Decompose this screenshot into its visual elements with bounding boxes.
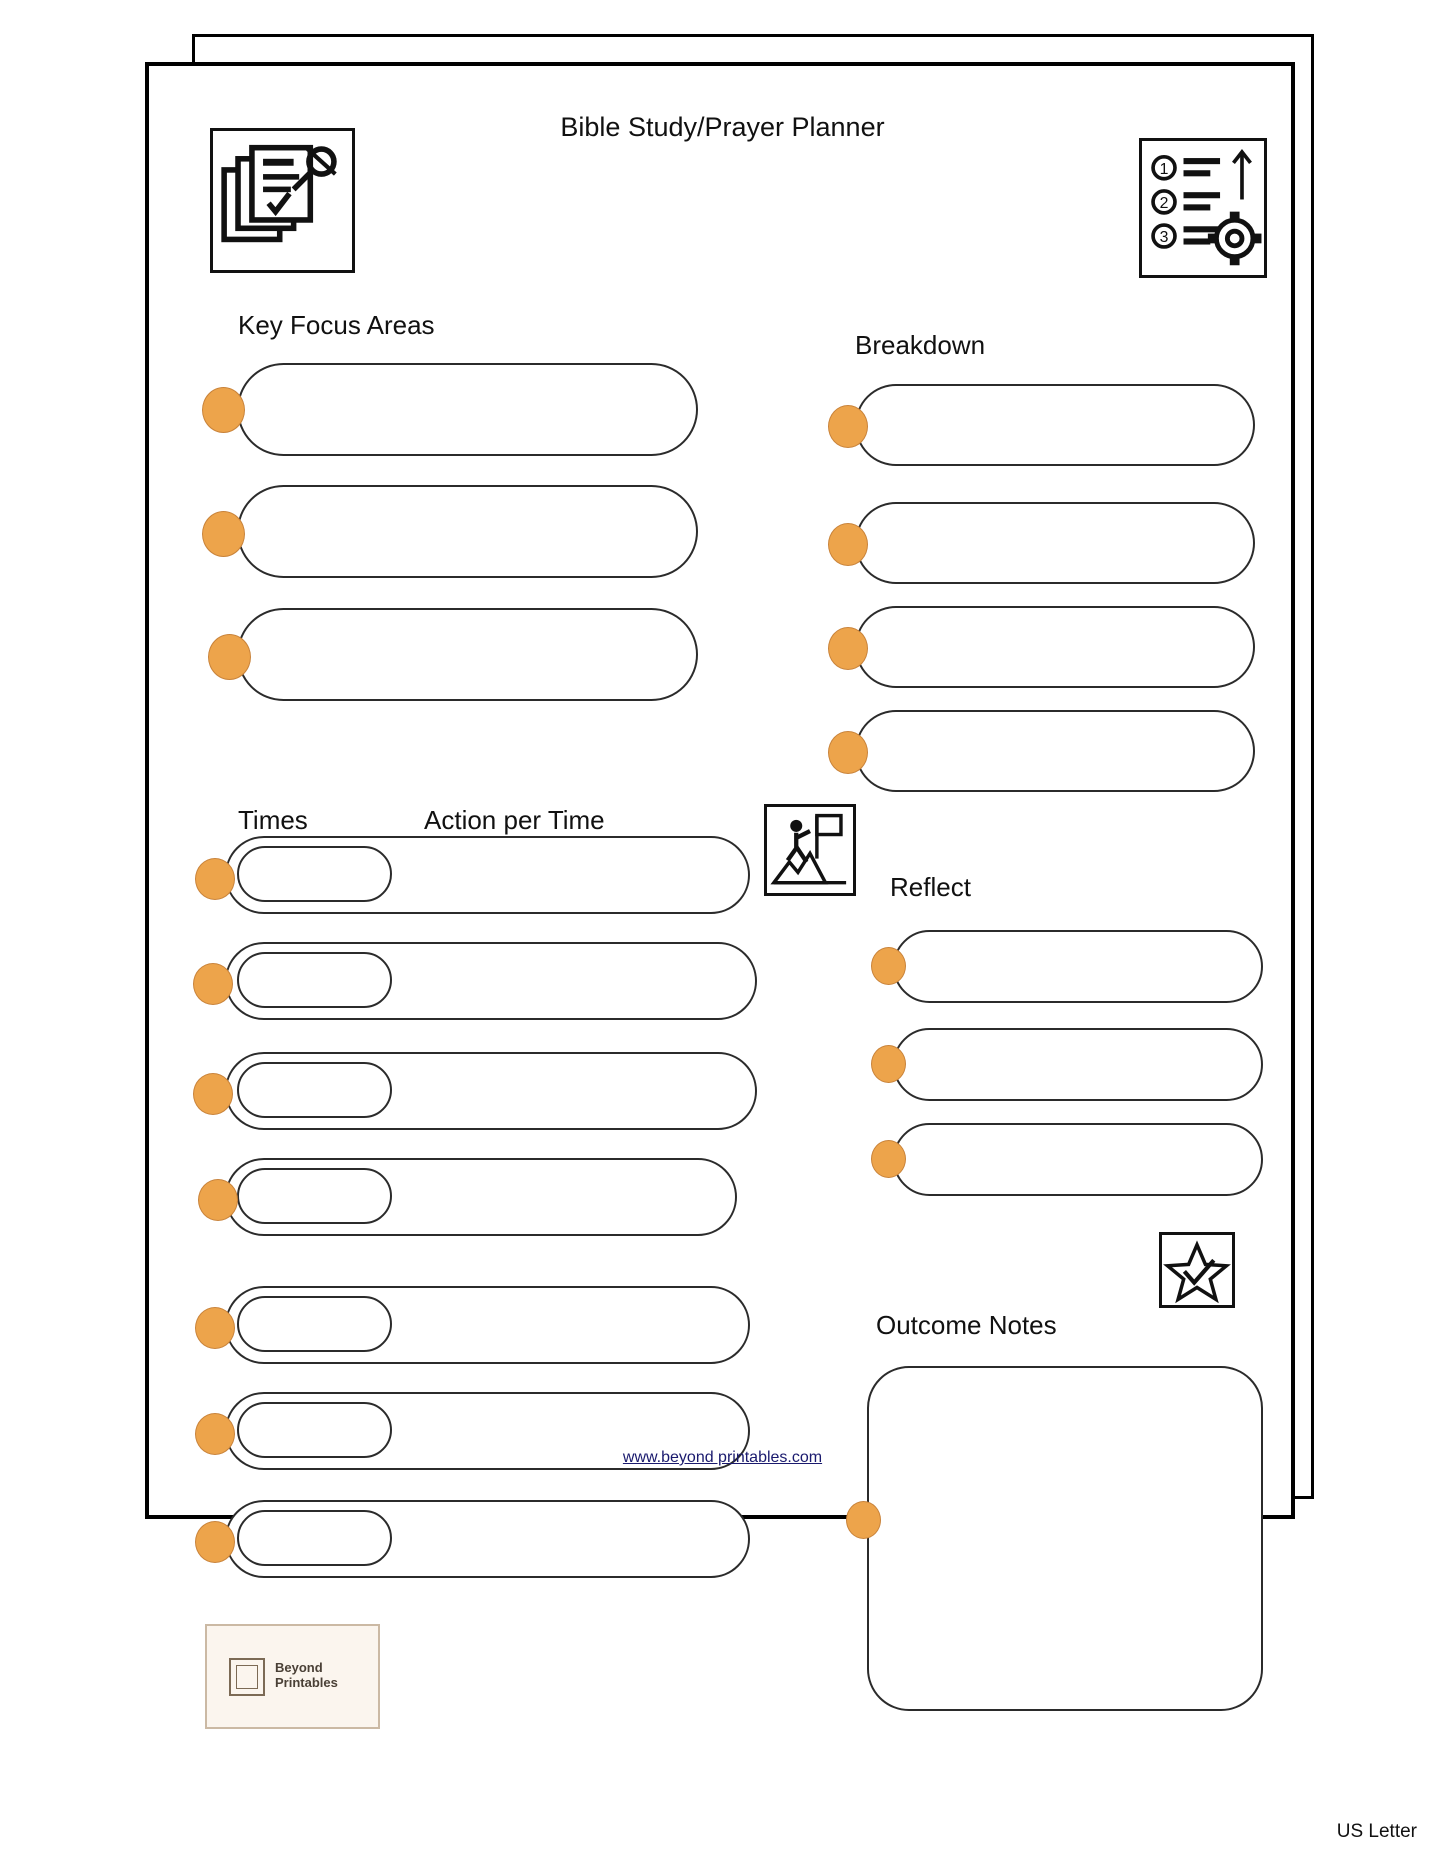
svg-text:1: 1 [1159,160,1169,178]
time-row[interactable] [237,952,392,1008]
star-check-icon [1159,1232,1235,1308]
time-row-marker [193,963,233,1005]
flag-climber-icon [764,804,856,896]
breakdown-row[interactable] [855,384,1255,466]
page-title: Bible Study/Prayer Planner [560,112,885,142]
breakdown-row-marker [828,627,868,670]
reflect-row-marker [871,1045,906,1083]
outcome-notes-box[interactable] [867,1366,1263,1711]
numbered-list-gear-icon [1139,138,1267,278]
breakdown-row-marker [828,405,868,448]
svg-text:2: 2 [1159,195,1169,212]
brand-line-2: Printables [275,1675,338,1690]
breakdown-heading: Breakdown [855,330,986,360]
key-focus-row-marker [208,634,251,680]
time-row[interactable] [237,846,392,902]
reflect-row-marker [871,947,906,985]
breakdown-row[interactable] [855,710,1255,792]
key-focus-row-marker [202,511,245,557]
brand-name [275,1660,338,1690]
breakdown-row-marker [828,731,868,774]
action-per-time-heading: Action per Time [424,805,605,835]
breakdown-row[interactable] [855,606,1255,688]
brand-square-icon [229,1658,265,1696]
breakdown-row-marker [828,523,868,566]
time-row[interactable] [237,1296,392,1352]
reflect-row[interactable] [893,1028,1263,1101]
brand-logo [205,1624,380,1729]
breakdown-row[interactable] [855,502,1255,584]
time-row-marker [198,1179,238,1221]
paper-size-label: US Letter [1336,1821,1417,1842]
time-row-marker [193,1073,233,1115]
time-row[interactable] [237,1168,392,1224]
brand-line-1: Beyond [275,1660,323,1675]
key-focus-row-marker [202,387,245,433]
outcome-notes-marker [846,1501,881,1539]
reflect-row[interactable] [893,930,1263,1003]
reflect-heading: Reflect [890,872,971,902]
outcome-notes-heading: Outcome Notes [876,1310,1057,1340]
time-row[interactable] [237,1510,392,1566]
reflect-row-marker [871,1140,906,1178]
time-row-marker [195,858,235,900]
key-focus-row[interactable] [237,608,698,701]
time-row[interactable] [237,1062,392,1118]
key-focus-row[interactable] [237,485,698,578]
clipboard-checklist-pin-icon [210,128,355,273]
key-focus-row[interactable] [237,363,698,456]
key-focus-areas-heading: Key Focus Areas [238,310,435,340]
reflect-row[interactable] [893,1123,1263,1196]
time-row-marker [195,1521,235,1563]
time-row-marker [195,1307,235,1349]
website-link[interactable]: www.beyond printables.com [622,1449,823,1466]
svg-text:3: 3 [1159,229,1169,247]
times-heading: Times [238,805,308,835]
